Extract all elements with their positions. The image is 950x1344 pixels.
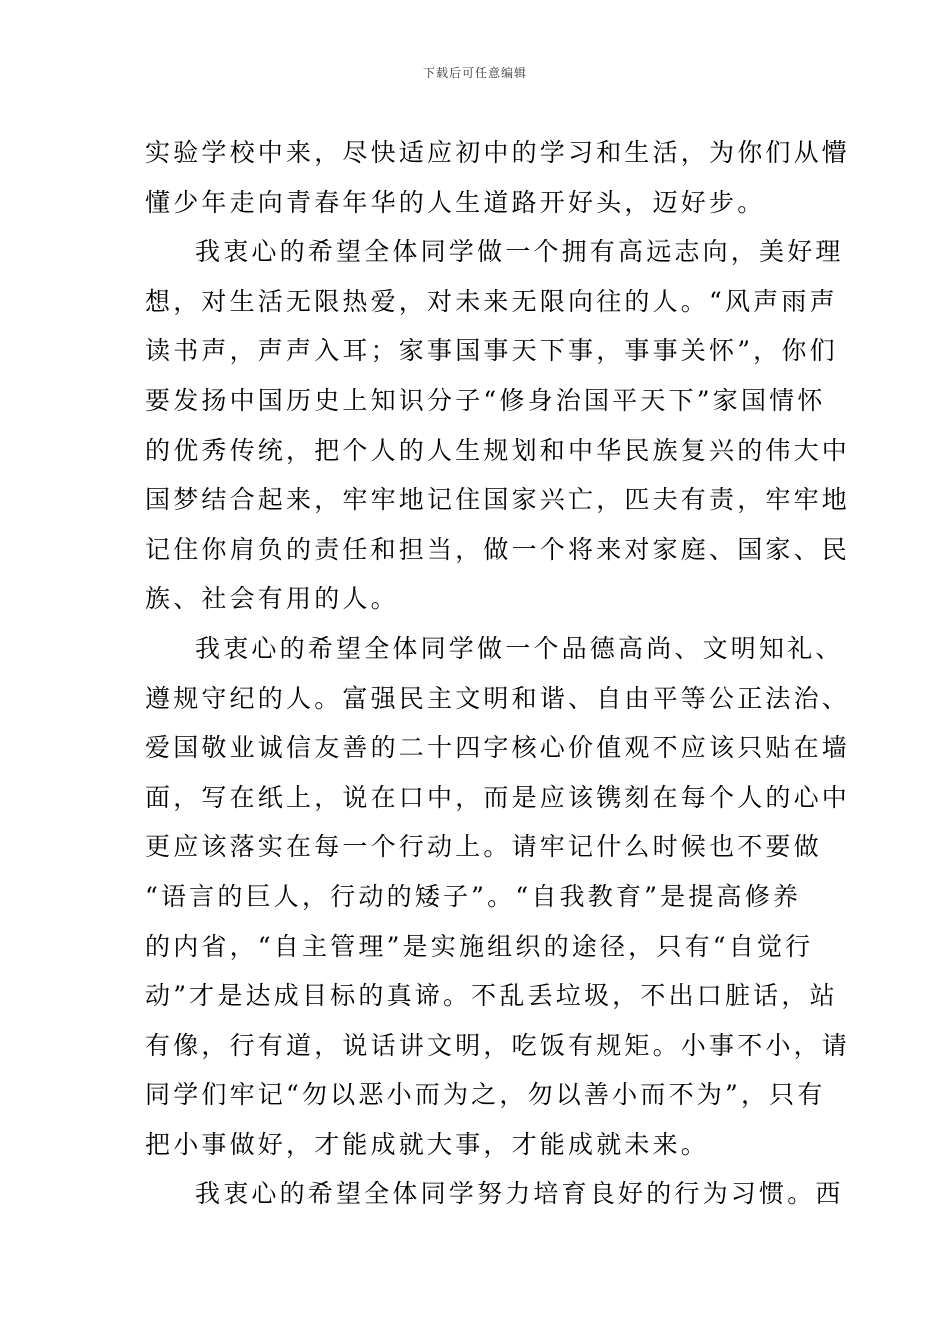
text-line: 爱国敬业诚信友善的二十四字核心价值观不应该只贴在墙 bbox=[145, 733, 851, 763]
text-line: 把小事做好，才能成就大事，才能成就未来。 bbox=[145, 1129, 710, 1159]
text-line: 记住你肩负的责任和担当，做一个将来对家庭、国家、民 bbox=[145, 534, 851, 564]
text-line: 有像，行有道，说话讲文明，吃饭有规矩。小事不小，请 bbox=[145, 1030, 851, 1060]
text-line: 遵规守纪的人。富强民主文明和谐、自由平等公正法治、 bbox=[145, 683, 851, 713]
text-line: 动”才是达成目标的真谛。不乱丢垃圾，不出口脏话，站 bbox=[145, 981, 838, 1011]
text-line: 要发扬中国历史上知识分子“修身治国平天下”家国情怀 bbox=[145, 385, 826, 415]
text-line: 面，写在纸上，说在口中，而是应该镌刻在每个人的心中 bbox=[145, 782, 851, 812]
paragraph-start-line: 我衷心的希望全体同学做一个拥有高远志向，美好理 bbox=[195, 237, 844, 267]
body-text bbox=[145, 128, 851, 1219]
text-line: 同学们牢记“勿以恶小而为之，勿以善小而不为”，只有 bbox=[145, 1080, 826, 1110]
text-line: 读书声，声声入耳；家事国事天下事，事事关怀”，你们 bbox=[145, 336, 838, 366]
text-line: “语言的巨人，行动的矮子”。“自我教育”是提高修养 bbox=[145, 881, 802, 911]
paragraph-start-line: 我衷心的希望全体同学做一个品德高尚、文明知礼、 bbox=[195, 633, 844, 663]
paragraph-start-line: 我衷心的希望全体同学努力培育良好的行为习惯。西 bbox=[195, 1179, 844, 1209]
text-line: 想，对生活无限热爱，对未来无限向往的人。“风声雨声 bbox=[145, 286, 838, 316]
text-line: 的内省，“自主管理”是实施组织的途径，只有“自觉行 bbox=[145, 931, 814, 961]
text-line: 的优秀传统，把个人的人生规划和中华民族复兴的伟大中 bbox=[145, 435, 851, 465]
text-line: 懂少年走向青春年华的人生道路开好头，迈好步。 bbox=[145, 187, 766, 217]
text-line: 更应该落实在每一个行动上。请牢记什么时候也不要做 bbox=[145, 832, 822, 862]
text-line: 国梦结合起来，牢牢地记住国家兴亡，匹夫有责，牢牢地 bbox=[145, 485, 851, 515]
text-line: 实验学校中来，尽快适应初中的学习和生活，为你们从懵 bbox=[145, 138, 851, 167]
header-note: 下载后可任意编辑 bbox=[422, 66, 527, 80]
text-line: 族、社会有用的人。 bbox=[145, 584, 399, 614]
